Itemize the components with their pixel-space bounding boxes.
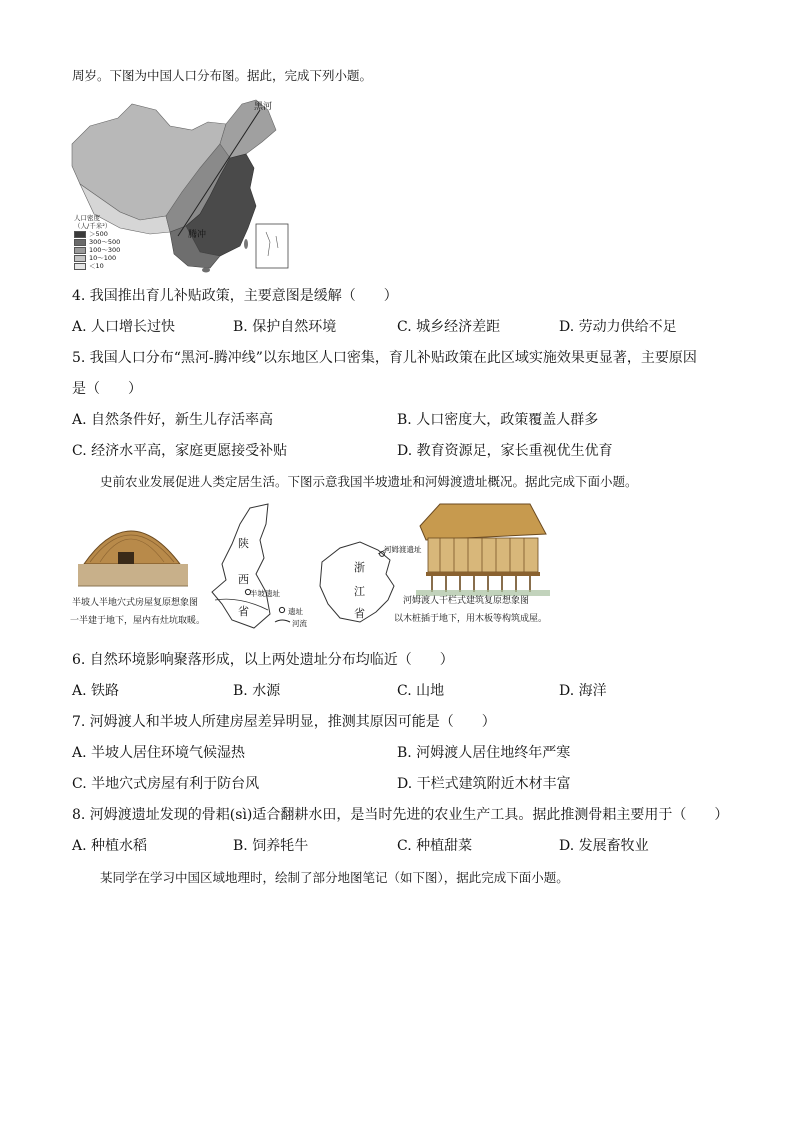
- q4-option-b[interactable]: B. 保护自然环境: [233, 319, 337, 335]
- banpo-caption-title: 半坡人半地穴式房屋复原想象图: [72, 598, 199, 608]
- legend-item: ＜10: [74, 262, 120, 270]
- intro-text-2: 史前农业发展促进人类定居生活。下图示意我国半坡遗址和河姆渡遗址概况。据此完成下面小题。: [100, 474, 638, 489]
- hemudu-caption-title: 河姆渡人干栏式建筑复原想象图: [403, 596, 530, 606]
- hemudu-house-illustration: [416, 504, 550, 596]
- legend-title: 人口密度: [74, 214, 100, 222]
- hemudu-caption-desc: 以木桩插于地下，用木板等构筑成屋。: [394, 614, 548, 624]
- q5-option-c[interactable]: C. 经济水平高，家庭更愿接受补贴: [72, 443, 288, 459]
- banpo-site-label: 半坡遗址: [250, 589, 280, 598]
- zhejiang-char-3: 省: [354, 607, 365, 620]
- map-legend: [74, 214, 120, 270]
- q6-option-d[interactable]: D. 海洋: [559, 683, 607, 699]
- q7-option-c[interactable]: C. 半地穴式房屋有利于防台风: [72, 776, 260, 792]
- heihe-label: 黑河: [254, 102, 273, 112]
- hemudu-site-label: 河姆渡遗址: [384, 545, 422, 554]
- question-8-stem: 8. 河姆渡遗址发现的骨耜(sì)适合翻耕水田，是当时先进的农业生产工具。据此推测骨耜主要用于（ ）: [72, 807, 729, 823]
- q4-option-a[interactable]: A. 人口增长过快: [72, 319, 176, 335]
- intro-text-3: 某同学在学习中国区域地理时，绘制了部分地图笔记（如下图），据此完成下面小题。: [100, 870, 569, 885]
- q8-option-b[interactable]: B. 饲养牦牛: [233, 838, 309, 854]
- zhejiang-char-1: 浙: [354, 561, 365, 574]
- tengchong-label: 腾冲: [188, 230, 207, 240]
- legend-item: 300～500: [74, 238, 120, 246]
- legend-item: 100～300: [74, 246, 120, 254]
- question-5-stem-line2: 是（ ）: [72, 381, 142, 397]
- q7-option-d[interactable]: D. 干栏式建筑附近木材丰富: [397, 776, 571, 792]
- legend-site-label: 遗址: [288, 607, 303, 616]
- q8-option-d[interactable]: D. 发展畜牧业: [559, 838, 649, 854]
- q7-option-a[interactable]: A. 半坡人居住环境气候湿热: [72, 745, 246, 761]
- shaanxi-char-1: 陕: [238, 537, 249, 550]
- q4-option-c[interactable]: C. 城乡经济差距: [397, 319, 501, 335]
- q5-option-b[interactable]: B. 人口密度大，政策覆盖人群多: [397, 412, 599, 428]
- q5-option-d[interactable]: D. 教育资源足，家长重视优生优育: [397, 443, 613, 459]
- legend-item: 10～100: [74, 254, 120, 262]
- question-6-stem: 6. 自然环境影响聚落形成，以上两处遗址分布均临近（ ）: [72, 652, 454, 668]
- shaanxi-char-3: 省: [238, 605, 249, 618]
- banpo-caption-desc: 一半建于地下，屋内有灶坑取暖。: [70, 616, 206, 626]
- q6-option-b[interactable]: B. 水源: [233, 683, 281, 699]
- shaanxi-char-2: 西: [238, 573, 249, 586]
- question-5-stem-line1: 5. 我国人口分布“黑河-腾冲线”以东地区人口密集，育儿补贴政策在此区域实施效果更显著，主要原因: [72, 350, 697, 366]
- q6-option-c[interactable]: C. 山地: [397, 683, 445, 699]
- legend-river-label: 河流: [292, 619, 307, 628]
- question-4-stem: 4. 我国推出育儿补贴政策，主要意图是缓解（ ）: [72, 288, 398, 304]
- q8-option-c[interactable]: C. 种植甜菜: [397, 838, 473, 854]
- zhejiang-char-2: 江: [354, 585, 365, 598]
- china-population-map: [70, 96, 300, 274]
- q6-option-a[interactable]: A. 铁路: [72, 683, 120, 699]
- question-7-stem: 7. 河姆渡人和半坡人所建房屋差异明显，推测其原因可能是（ ）: [72, 714, 496, 730]
- q5-option-a[interactable]: A. 自然条件好，新生儿存活率高: [72, 412, 274, 428]
- q8-option-a[interactable]: A. 种植水稻: [72, 838, 148, 854]
- intro-text-1: 周岁。下图为中国人口分布图。据此，完成下列小题。: [72, 68, 373, 83]
- archaeological-sites-figure: [70, 500, 560, 635]
- legend-unit: （人/千米²）: [74, 222, 112, 230]
- q4-option-d[interactable]: D. 劳动力供给不足: [559, 319, 677, 335]
- legend-item: ＞500: [74, 230, 120, 238]
- banpo-hut-illustration: [78, 531, 188, 586]
- q7-option-b[interactable]: B. 河姆渡人居住地终年严寒: [397, 745, 571, 761]
